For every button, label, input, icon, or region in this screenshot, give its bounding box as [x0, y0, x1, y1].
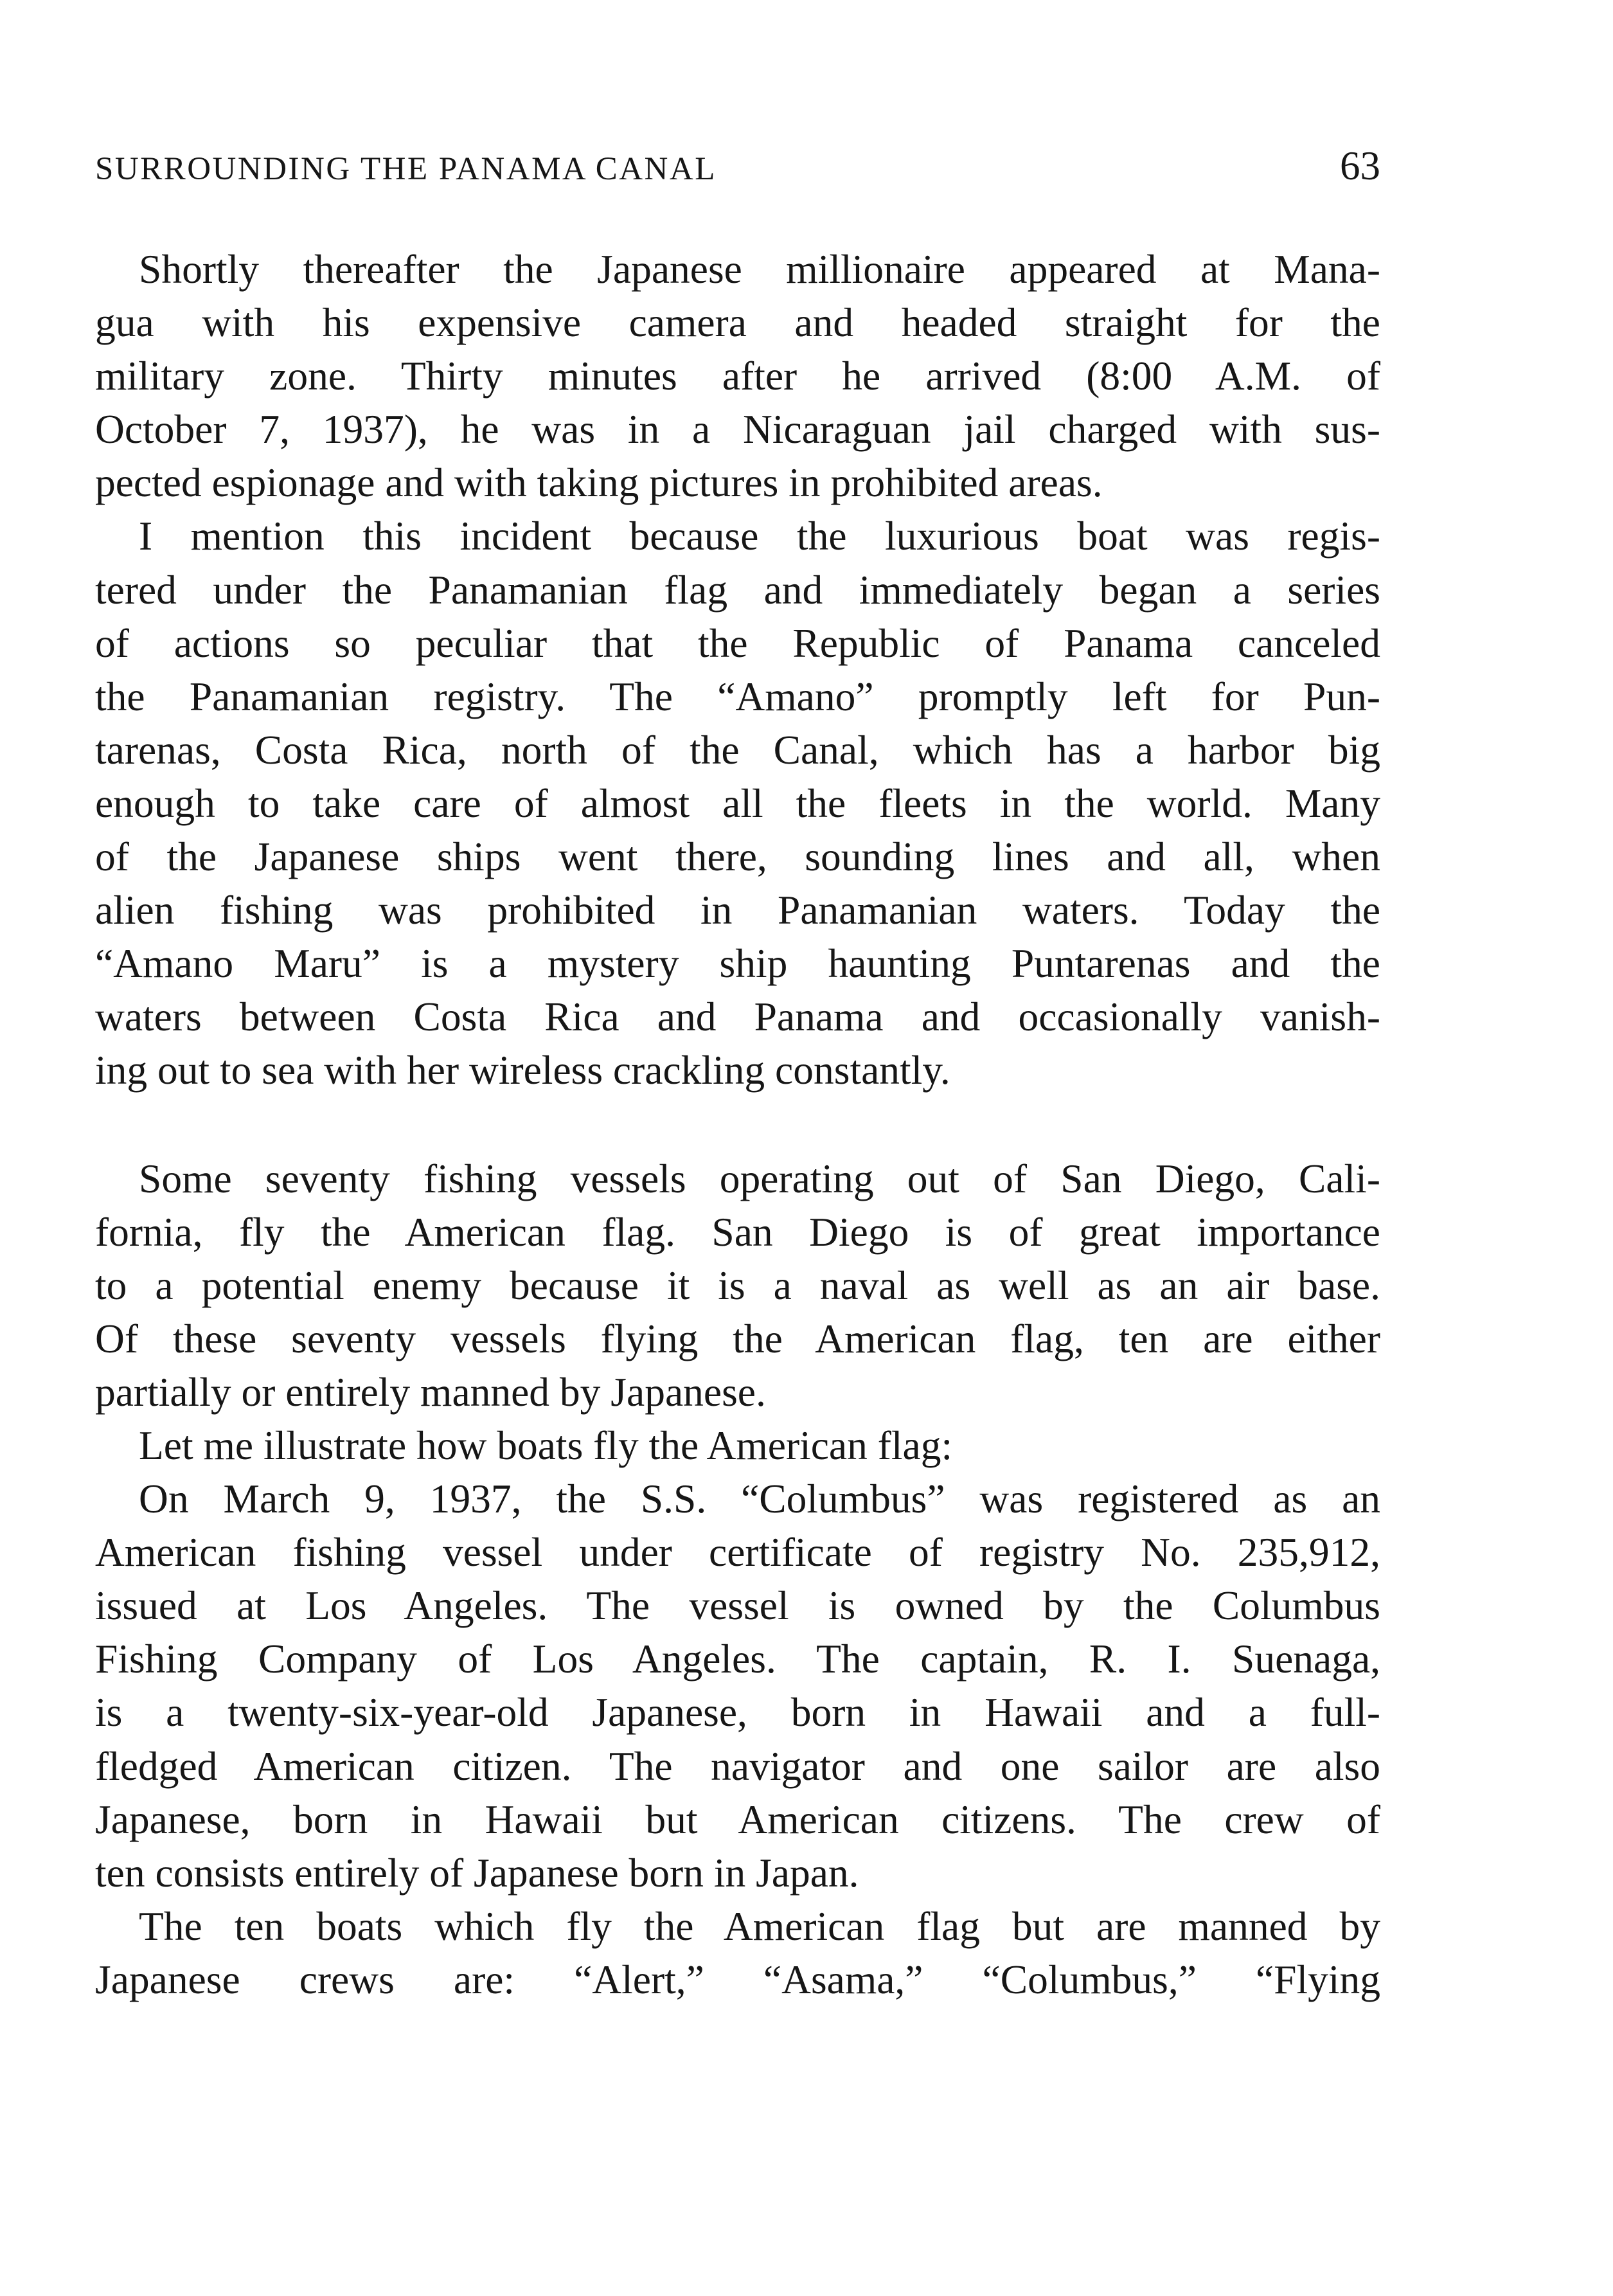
text-line: partially or entirely manned by Japanese.	[95, 1368, 766, 1415]
text-line: of the Japanese ships went there, sounding lines and all, when	[95, 834, 1380, 880]
body-text	[95, 242, 1380, 2006]
text-line: military zone. Thirty minutes after he arrived (8:00 A.M. of	[95, 353, 1380, 399]
text-line: American fishing vessel under certificate of registry No. 235,912,	[95, 1529, 1380, 1575]
text-line: ing out to sea with her wireless crackling constantly.	[95, 1047, 950, 1093]
text-line: ten consists entirely of Japanese born in Japan.	[95, 1849, 859, 1896]
running-head: SURROUNDING THE PANAMA CANAL	[95, 151, 717, 187]
text-line: the Panamanian registry. The “Amano” promptly left for Pun-	[95, 673, 1380, 719]
text-line: alien fishing was prohibited in Panamanian waters. Today the	[95, 887, 1380, 933]
text-line: waters between Costa Rica and Panama and occasionally vanish-	[95, 994, 1380, 1040]
text-line: tered under the Panamanian flag and immediately began a series	[95, 566, 1380, 613]
text-line: enough to take care of almost all the fleets in the world. Many	[95, 780, 1380, 826]
text-line: Japanese, born in Hawaii but American citizens. The crew of	[95, 1796, 1380, 1842]
text-line: The ten boats which fly the American flag but are manned by	[139, 1903, 1380, 1949]
text-line: On March 9, 1937, the S.S. “Columbus” was registered as an	[139, 1476, 1380, 1522]
text-line: issued at Los Angeles. The vessel is owned by the Columbus	[95, 1583, 1380, 1629]
text-line: Japanese crews are: “Alert,” “Asama,” “Columbus,” “Flying	[95, 1956, 1380, 2002]
page-number: 63	[1340, 143, 1380, 188]
text-line: Of these seventy vessels flying the American flag, ten are either	[95, 1315, 1380, 1361]
text-line: tarenas, Costa Rica, north of the Canal, which has a harbor big	[95, 726, 1380, 773]
text-line: pected espionage and with taking pictures in prohibited areas.	[95, 460, 1103, 506]
text-line: Shortly thereafter the Japanese millionaire appeared at Mana-	[139, 246, 1380, 292]
text-line: Let me illustrate how boats fly the American flag:	[139, 1422, 953, 1468]
text-line: fledged American citizen. The navigator and one sailor are also	[95, 1743, 1380, 1789]
text-line: is a twenty-six-year-old Japanese, born in Hawaii and a full-	[95, 1689, 1380, 1735]
text-line: “Amano Maru” is a mystery ship haunting Puntarenas and the	[95, 940, 1380, 987]
text-line: Some seventy fishing vessels operating out of San Diego, Cali-	[139, 1155, 1380, 1201]
text-line: gua with his expensive camera and headed straight for the	[95, 300, 1380, 346]
text-line: Fishing Company of Los Angeles. The captain, R. I. Suenaga,	[95, 1636, 1380, 1682]
text-line: to a potential enemy because it is a naval as well as an air base.	[95, 1262, 1380, 1308]
text-line: October 7, 1937), he was in a Nicaraguan jail charged with sus-	[95, 406, 1380, 453]
text-line: I mention this incident because the luxurious boat was regis-	[139, 513, 1380, 559]
text-line: fornia, fly the American flag. San Diego is of great importance	[95, 1208, 1380, 1255]
text-line: of actions so peculiar that the Republic of Panama canceled	[95, 620, 1380, 666]
